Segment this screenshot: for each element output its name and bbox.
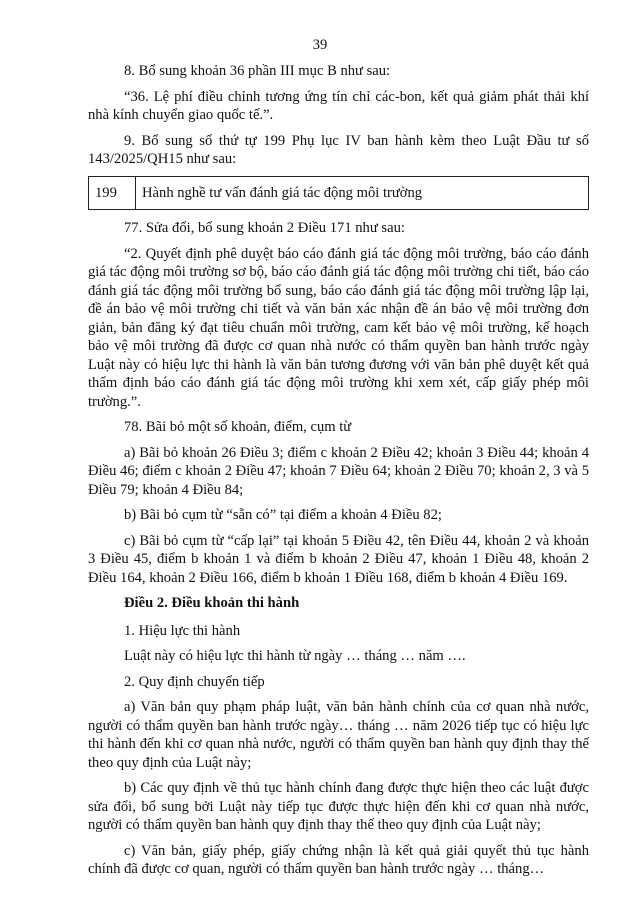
paragraph: 1. Hiệu lực thi hành bbox=[124, 622, 241, 639]
appendix-table bbox=[88, 176, 589, 211]
paragraph: b) Bãi bỏ cụm từ “sẵn có” tại điểm a khoản 4 Điều 82; bbox=[124, 507, 442, 523]
paragraph: 8. Bổ sung khoản 36 phần III mục B như sau: bbox=[124, 63, 391, 79]
paragraph: 2. Quy định chuyển tiếp bbox=[124, 673, 265, 690]
table-cell-number: 199 bbox=[89, 176, 136, 210]
paragraph: c) Văn bản, giấy phép, giấy chứng nhận là kết quả giải quyết thủ tục hành chính đã được cơ quan, người có thẩm quyền ban hành trước ngày … tháng… bbox=[88, 842, 589, 877]
paragraph: 77. Sửa đổi, bổ sung khoản 2 Điều 171 như sau: bbox=[124, 220, 405, 236]
paragraph: a) Bãi bỏ khoản 26 Điều 3; điểm c khoản 2 Điều 42; khoản 3 Điều 44; khoản 4 Điều 46; điểm c khoản 2 Điều 47; khoản 7 Điều 64; khoản 2 Điều 70; khoản 2, 3 và 5 Điều 79; khoản 4 Điều 84; bbox=[88, 444, 589, 498]
section-heading: Điều 2. Điều khoản thi hành bbox=[124, 595, 300, 611]
paragraph: Luật này có hiệu lực thi hành từ ngày … tháng … năm …. bbox=[124, 648, 466, 664]
paragraph: b) Các quy định về thủ tục hành chính đang được thực hiện theo các luật được sửa đổi, bổ sung bởi Luật này tiếp tục được thực hiện đến khi cơ quan nhà nước, người có thẩm quyền ban hành quy định thay thế theo quy định của Luật này; bbox=[88, 780, 589, 833]
paragraph: a) Văn bản quy phạm pháp luật, văn bản hành chính của cơ quan nhà nước, người có thẩm quyền ban hành trước ngày… tháng … năm 2026 tiếp tục có hiệu lực thi hành đến khi cơ quan nhà nước, người có thẩm quyền ban hành quy định thay thế theo quy định của Luật này; bbox=[88, 699, 589, 771]
table-row bbox=[89, 176, 589, 210]
table-cell-description: Hành nghề tư vấn đánh giá tác động môi trường bbox=[136, 176, 589, 210]
paragraph: 9. Bổ sung số thứ tự 199 Phụ lục IV ban hành kèm theo Luật Đầu tư số 143/2025/QH15 như sau: bbox=[88, 132, 589, 167]
paragraph: c) Bãi bỏ cụm từ “cấp lại” tại khoản 5 Điều 42, tên Điều 44, khoản 2 và khoản 3 Điều 45, điểm b khoản 1 và điểm b khoản 2 Điều 47, khoản 1 Điều 48, khoản 2 Điều 164, khoản 2 Điều 166, điểm b khoản 1 Điều 168, điểm b khoản 4 Điều 169. bbox=[88, 532, 589, 586]
paragraph: “2. Quyết định phê duyệt báo cáo đánh giá tác động môi trường, báo cáo đánh giá tác động môi trường sơ bộ, báo cáo đánh giá tác động môi trường chi tiết, báo cáo đánh giá tác động môi trường bổ sung, báo cáo đánh giá tác động môi trường lập lại, đề án bảo vệ môi trường chi tiết và văn bản xác nhận đề án bảo vệ môi trường đơn giản, bản đăng ký đạt tiêu chuẩn môi trường, cam kết bảo vệ môi trường, kế hoạch bảo vệ môi trường đã được cơ quan nhà nước có thẩm quyền ban hành trước ngày Luật này có hiệu lực thi hành là văn bản tương đương với văn bản phê duyệt kết quả thẩm định báo cáo đánh giá tác động môi trường khi xem xét, cấp giấy phép môi trường.”. bbox=[88, 245, 589, 410]
paragraph: 78. Bãi bỏ một số khoản, điểm, cụm từ bbox=[124, 419, 352, 435]
paragraph: “36. Lệ phí điều chỉnh tương ứng tín chỉ các-bon, kết quả giảm phát thải khí nhà kính chuyển giao quốc tế.”. bbox=[88, 88, 589, 123]
page-number: 39 bbox=[312, 37, 328, 53]
document-body bbox=[88, 62, 589, 886]
